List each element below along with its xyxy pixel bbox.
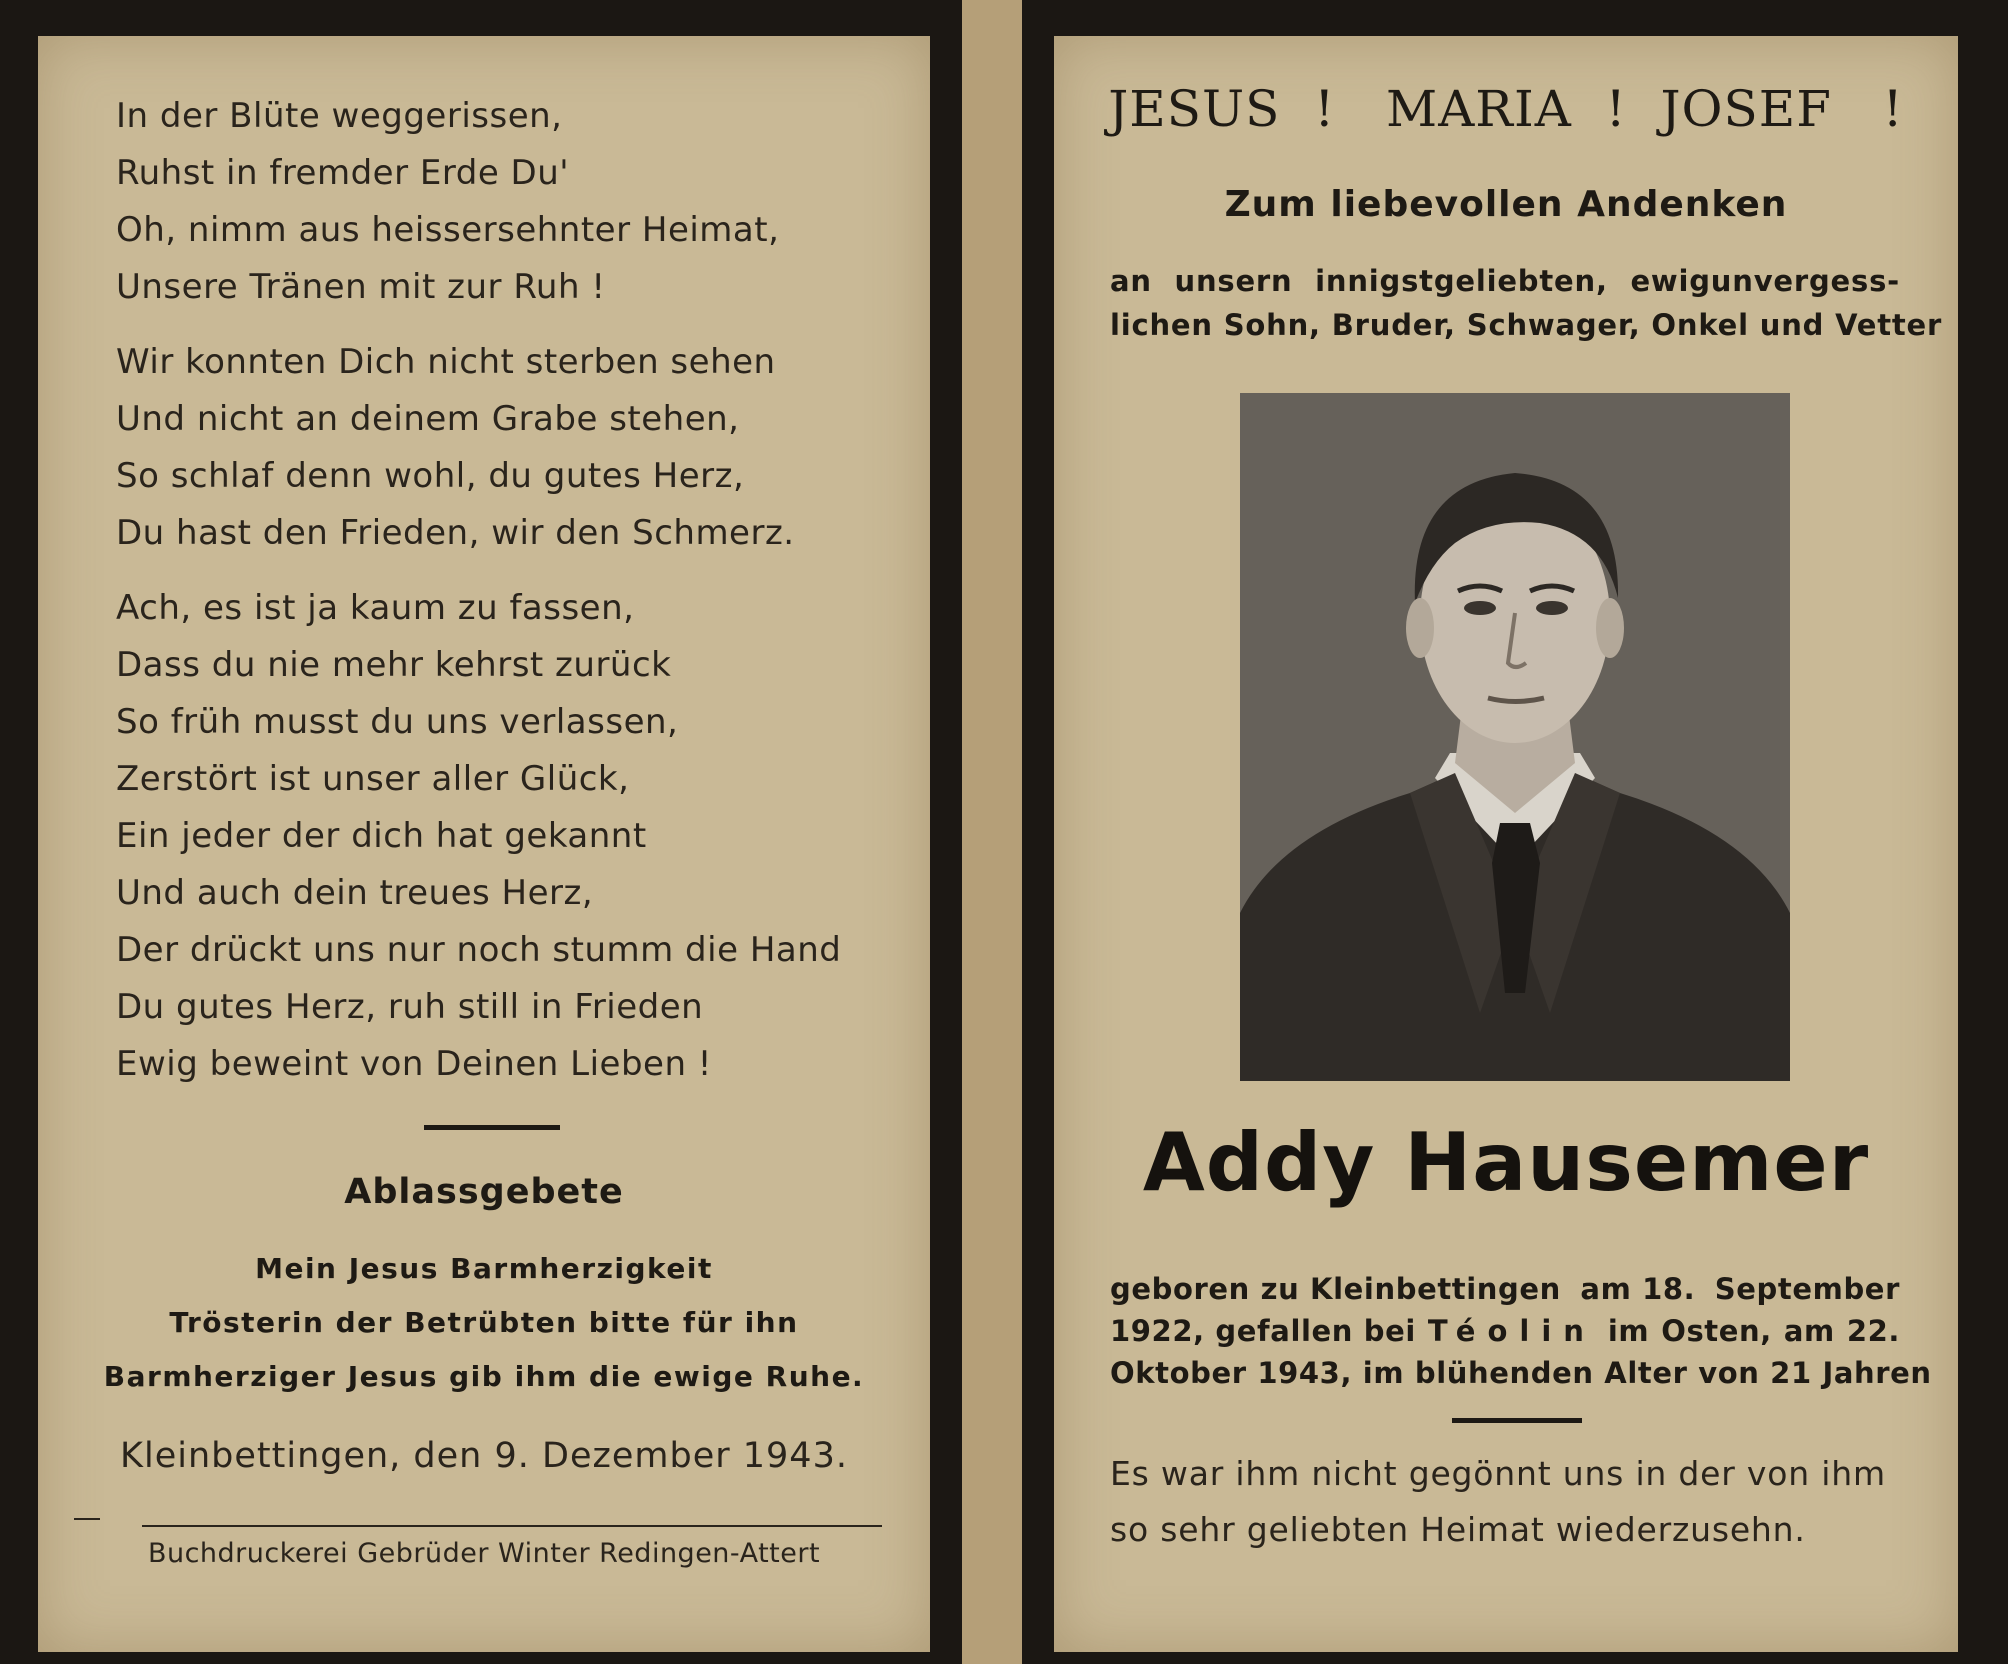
printer-credit: Buchdruckerei Gebrüder Winter Redingen-Attert [147,1538,821,1569]
bio-line-1 [1110,1272,1900,1306]
portrait-illustration [1240,393,1790,1081]
poem-line: So früh musst du uns verlassen, [116,702,679,742]
bio-place-name: Téolin [1427,1314,1596,1348]
poem-line: Oh, nimm aus heissersehnter Heimat, [116,210,780,250]
bio-line-3: Oktober 1943, im blühenden Alter von 21 Jahren [1110,1356,1932,1390]
bio-text: 1922, gefallen bei [1110,1314,1416,1348]
poem-line: Ewig beweint von Deinen Lieben ! [116,1044,712,1084]
dedication-word: innigstgeliebten, [1315,264,1608,298]
dedication-word: unsern [1174,264,1293,298]
prayers-heading: Ablassgebete [344,1172,624,1212]
left-card [38,36,930,1652]
dedication-line-1 [1110,264,1900,298]
card-fold [962,0,1022,1664]
divider-rule [424,1125,560,1130]
bio-text: geboren zu Kleinbettingen [1110,1272,1561,1306]
bio-text: im [1607,1314,1650,1348]
poem-line: Zerstört ist unser aller Glück, [116,759,630,799]
printer-rule [142,1525,882,1527]
bio-line-2 [1110,1314,1900,1348]
bio-text: 22. [1846,1314,1900,1348]
printer-dash [74,1518,100,1520]
invocation-heading: JESUS ! MARIA ! JOSEF ! [1108,80,1904,138]
dedication-word: an [1110,264,1152,298]
prayer-line: Barmherziger Jesus gib ihm die ewige Ruhe. [103,1360,865,1393]
prayer-line: Trösterin der Betrübten bitte für ihn [169,1306,799,1339]
poem-line: Du gutes Herz, ruh still in Frieden [116,987,704,1027]
dedication-line-2: lichen Sohn, Bruder, Schwager, Onkel und Vetter [1110,308,1943,342]
poem-line: Und auch dein treues Herz, [116,873,594,913]
memorial-title: Zum liebevollen Andenken [1224,184,1788,225]
closing-line: so sehr geliebten Heimat wiederzusehn. [1110,1510,1806,1549]
memorial-poem [116,88,916,1111]
poem-line: In der Blüte weggerissen, [116,96,563,136]
portrait-photo [1240,393,1790,1081]
poem-line: Du hast den Frieden, wir den Schmerz. [116,513,795,553]
bio-text: September [1714,1272,1900,1306]
poem-line: Unsere Tränen mit zur Ruh ! [116,267,606,307]
poem-line: Ruhst in fremder Erde Du' [116,153,570,193]
dedication-word: ewigunvergess- [1630,264,1900,298]
poem-stanza-2 [116,334,916,562]
poem-stanza-1 [116,88,916,316]
prayer-line: Mein Jesus Barmherzigkeit [255,1252,713,1285]
deceased-name: Addy Hausemer [1142,1116,1870,1209]
place-and-date: Kleinbettingen, den 9. Dezember 1943. [120,1436,848,1476]
poem-line: Ein jeder der dich hat gekannt [116,816,647,856]
bio-text: am 18. [1580,1272,1696,1306]
poem-line: Und nicht an deinem Grabe stehen, [116,399,740,439]
poem-line: Der drückt uns nur noch stumm die Hand [116,930,842,970]
poem-line: So schlaf denn wohl, du gutes Herz, [116,456,745,496]
closing-line: Es war ihm nicht gegönnt uns in der von ihm [1110,1454,1886,1493]
right-card [1054,36,1958,1652]
bio-text: Osten, [1661,1314,1772,1348]
bio-text: am [1783,1314,1835,1348]
poem-stanza-3 [116,580,916,1093]
divider-rule [1452,1418,1582,1423]
poem-line: Wir konnten Dich nicht sterben sehen [116,342,776,382]
poem-line: Dass du nie mehr kehrst zurück [116,645,672,685]
poem-line: Ach, es ist ja kaum zu fassen, [116,588,635,628]
